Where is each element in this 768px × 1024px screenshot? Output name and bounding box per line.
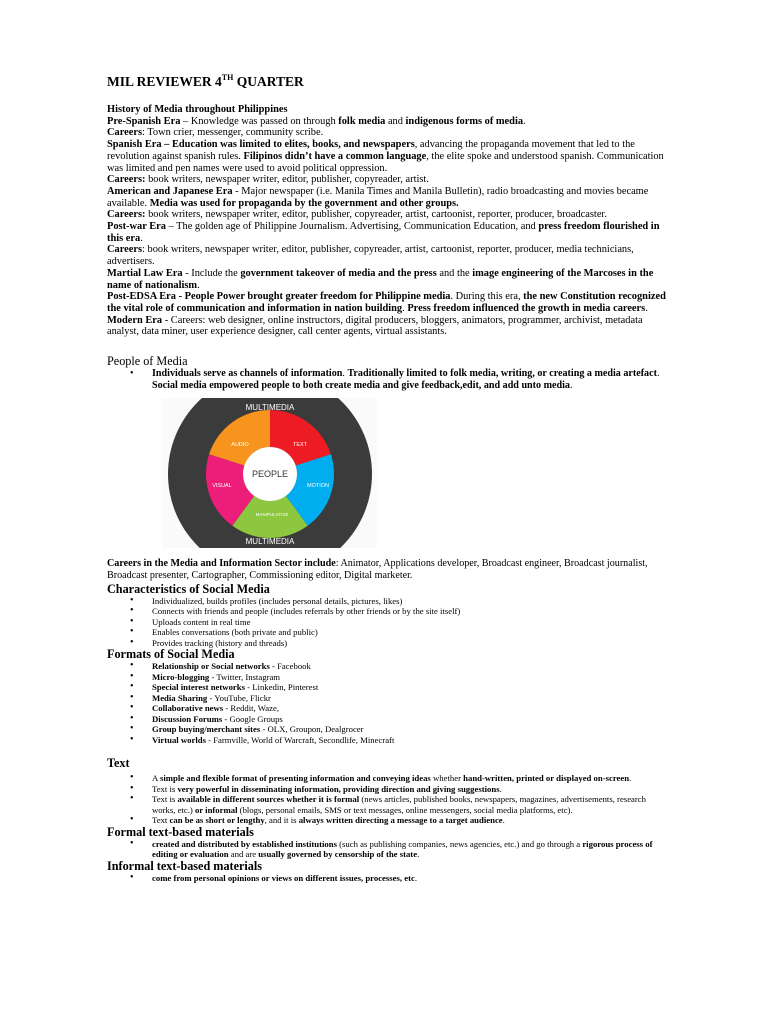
bold-text: Careers in the Media and Information Sector include bbox=[107, 558, 336, 570]
body-text: , advancing the propaganda movement that led to the revolution against spanish rules. bbox=[107, 139, 635, 162]
characteristic-item: • Individualized, builds profiles (includes personal details, pictures, likes) bbox=[152, 596, 667, 607]
formats-item bbox=[152, 672, 667, 683]
body-text: book writers, newspaper writer, editor, publisher, copyreader, artist. bbox=[145, 174, 429, 186]
body-text: , and it is bbox=[264, 815, 299, 826]
era-paragraph bbox=[107, 139, 667, 174]
body-text: Text is bbox=[152, 794, 178, 805]
body-text: - Include the bbox=[182, 267, 241, 279]
bold-text: Social media empowered people to both create media and give feedback,edit, and add unto media bbox=[152, 380, 570, 392]
bold-text: come from personal opinions or views on different issues, processes, etc bbox=[152, 872, 415, 883]
body-text: . bbox=[502, 815, 505, 826]
body-text: . During this era, bbox=[450, 291, 524, 303]
bold-text: simple and flexible format of presenting information and conveying ideas bbox=[159, 773, 431, 784]
bold-text: Traditionally limited to folk media, writing, or creating a media artefact bbox=[347, 368, 657, 380]
body-text: A bbox=[152, 773, 160, 784]
body-text: - Reddit, Waze, bbox=[223, 703, 280, 714]
body-text: Text bbox=[152, 815, 170, 826]
body-text: – Knowledge was passed on through bbox=[180, 115, 339, 127]
characteristic-item: • Enables conversations (both private and public) bbox=[152, 627, 667, 638]
body-text: , the elite spoke and understood spanish. Communication was limited and pen names were used to avoid political oppression. bbox=[107, 150, 664, 174]
informal-heading: Informal text-based materials bbox=[107, 858, 263, 873]
text-items-item bbox=[152, 794, 667, 815]
body-text: : Town crier, messenger, community scribe. bbox=[142, 127, 324, 139]
formal-items-item bbox=[152, 839, 667, 860]
bold-text: can be as short or lengthy bbox=[169, 815, 265, 826]
people-list bbox=[107, 368, 667, 392]
formal-heading: Formal text-based materials bbox=[107, 824, 254, 839]
era-paragraph bbox=[107, 268, 667, 291]
bold-text: hand-written, printed or displayed on-screen bbox=[463, 773, 630, 784]
bold-text: Modern Era bbox=[107, 314, 163, 326]
body-text: book writers, newspaper writer, editor, publisher, copyreader, artist, cartoonist, reporter, producer, broadcaster. bbox=[145, 209, 607, 221]
bold-text: very powerful in disseminating information, providing direction and giving suggestions bbox=[177, 783, 500, 794]
era-paragraph bbox=[107, 174, 667, 186]
era-paragraph bbox=[107, 116, 667, 128]
era-paragraph bbox=[107, 127, 667, 139]
body-text: : book writers, newspaper writer, editor, publisher, copyreader, artist, cartoonist, reporter, producer, media technicians, advertisers. bbox=[107, 244, 634, 268]
body-text: . bbox=[656, 368, 660, 380]
body-text: - Linkedin, Pinterest bbox=[244, 682, 319, 693]
bold-text: Virtual worlds bbox=[152, 734, 206, 745]
bold-text: or informal bbox=[194, 804, 238, 815]
bold-text: government takeover of media and the press bbox=[240, 267, 437, 279]
people-bullet bbox=[152, 368, 667, 392]
formal-list bbox=[107, 839, 667, 860]
bold-text: Collaborative news bbox=[152, 703, 224, 714]
body-text: . bbox=[402, 302, 408, 314]
bold-text: press freedom flourished in this era bbox=[107, 221, 660, 244]
body-text: and the bbox=[436, 267, 473, 279]
bold-text: Filipinos didn’t have a common language bbox=[243, 150, 427, 162]
bold-text: Pre-Spanish Era bbox=[107, 115, 181, 127]
bold-text: Careers: bbox=[107, 174, 146, 186]
multimedia-diagram bbox=[162, 398, 377, 548]
bold-text: Post-war Era bbox=[107, 221, 166, 233]
bold-text: folk media bbox=[338, 115, 386, 127]
body-text: . bbox=[342, 368, 348, 380]
bold-text: Discussion Forums bbox=[152, 713, 223, 724]
multimedia-chart bbox=[162, 398, 377, 548]
center-label: PEOPLE bbox=[251, 469, 289, 480]
bold-text: American and Japanese Era bbox=[107, 185, 233, 197]
formats-item bbox=[152, 724, 667, 735]
document-page bbox=[107, 70, 667, 883]
era-list bbox=[107, 116, 667, 338]
top-label: MULTIMEDIA bbox=[245, 403, 295, 413]
formats-item bbox=[152, 682, 667, 693]
careers-paragraph bbox=[107, 558, 667, 581]
text-items-item bbox=[152, 815, 667, 826]
formats-heading: Formats of Social Media bbox=[107, 647, 235, 662]
formats-list bbox=[107, 661, 667, 745]
label-visual: VISUAL bbox=[212, 483, 232, 490]
body-text: . bbox=[417, 849, 420, 860]
body-text: Text is bbox=[152, 783, 178, 794]
bold-text: rigorous process of editing or evaluation bbox=[152, 838, 653, 860]
bold-text: Individuals serve as channels of information bbox=[152, 368, 343, 380]
formats-item bbox=[152, 693, 667, 704]
formats-item bbox=[152, 703, 667, 714]
body-text: . bbox=[197, 279, 200, 291]
body-text: and are bbox=[228, 849, 259, 860]
body-text: - Careers: web designer, online instructors, digital producers, bloggers, animators, programmer, archivist, metadata analyst, data miner, user experience designer, call center agents, virtual assistants. bbox=[107, 314, 643, 338]
bold-text: image engineering of the Marcoses in the name of nationalism bbox=[107, 267, 654, 291]
bold-text: Spanish Era – Education was limited to elites, books, and newspapers bbox=[107, 139, 415, 151]
body-text: . bbox=[499, 783, 502, 794]
body-text: (news articles, published books, newspapers, magazines, advertisements, research works, etc.) bbox=[152, 794, 646, 815]
body-text: whether bbox=[430, 773, 464, 784]
characteristic-item: • Connects with friends and people (includes referrals by other friends or by the site itself) bbox=[152, 606, 667, 617]
text-items-item bbox=[152, 784, 667, 795]
body-text: - OLX, Groupon, Dealgrocer bbox=[260, 724, 364, 735]
body-text: . bbox=[140, 232, 143, 244]
bottom-label: MULTIMEDIA bbox=[245, 537, 295, 547]
bold-text: Micro-blogging bbox=[152, 671, 210, 682]
bold-text: Post-EDSA Era - People Power brought greater freedom for Philippine media bbox=[107, 291, 451, 303]
text-list bbox=[107, 773, 667, 826]
era-paragraph bbox=[107, 291, 667, 314]
body-text: – The golden age of Philippine Journalism. Advertising, Communication Education, and bbox=[165, 221, 539, 233]
bold-text: Careers bbox=[107, 244, 143, 256]
characteristic-item: • Uploads content in real time bbox=[152, 617, 667, 628]
bold-text: Special interest networks bbox=[152, 682, 245, 693]
bold-text: the new Constitution recognized the vital role of communication and information in nation building bbox=[107, 291, 666, 314]
bold-text: available in different sources whether it is formal bbox=[177, 794, 360, 805]
bold-text: Group buying/merchant sites bbox=[152, 724, 261, 735]
label-manipulative: MANIPULATIVE bbox=[255, 512, 289, 518]
formats-item bbox=[152, 714, 667, 725]
people-heading: People of Media bbox=[107, 354, 188, 369]
label-motion: MOTION bbox=[307, 483, 329, 490]
label-audio: AUDIO bbox=[231, 442, 249, 449]
bold-text: always written directing a message to a target audience bbox=[298, 815, 503, 826]
formats-item bbox=[152, 661, 667, 672]
bold-text: Media Sharing bbox=[152, 692, 208, 703]
bold-text: Martial Law Era bbox=[107, 267, 183, 279]
body-text: - Farmville, World of Warcraft, Secondlife, Minecraft bbox=[205, 734, 395, 745]
history-section bbox=[107, 104, 667, 338]
bold-text: Careers: bbox=[107, 209, 146, 221]
body-text: (blogs, personal emails, SMS or text messages, online messengers, social media platforms, etc). bbox=[237, 804, 573, 815]
text-items-item bbox=[152, 773, 667, 784]
body-text: . bbox=[523, 115, 526, 127]
body-text: . bbox=[645, 302, 648, 314]
body-text: . bbox=[414, 872, 418, 883]
body-text: . bbox=[569, 380, 573, 392]
label-text: TEXT bbox=[292, 442, 308, 449]
history-heading: History of Media throughout Philippines bbox=[107, 104, 288, 115]
body-text: - Major newspaper (i.e. Manila Times and Manila Bulletin), radio broadcasting and movies became available. bbox=[107, 185, 649, 209]
informal-items-item bbox=[152, 873, 667, 884]
bold-text: usually governed by censorship of the state bbox=[258, 849, 418, 860]
formats-item bbox=[152, 735, 667, 746]
page-title: MIL REVIEWER 4TH QUARTER bbox=[107, 73, 304, 89]
era-paragraph bbox=[107, 244, 667, 267]
bold-text: Relationship or Social networks bbox=[152, 661, 270, 672]
era-paragraph bbox=[107, 221, 667, 244]
text-heading: Text bbox=[107, 756, 130, 771]
era-paragraph bbox=[107, 209, 667, 221]
body-text: - Facebook bbox=[269, 661, 311, 672]
body-text: - Twitter, Instagram bbox=[209, 671, 281, 682]
bold-text: created and distributed by established institutions bbox=[152, 838, 337, 849]
body-text: - Google Groups bbox=[222, 713, 283, 724]
era-paragraph bbox=[107, 315, 667, 338]
body-text: - YouTube, Flickr bbox=[207, 692, 271, 703]
body-text: and bbox=[385, 115, 406, 127]
bold-text: Press freedom influenced the growth in media careers bbox=[407, 302, 646, 314]
body-text: . bbox=[629, 773, 632, 784]
informal-list bbox=[107, 873, 667, 884]
characteristics-list bbox=[107, 596, 667, 649]
characteristic-item: • Provides tracking (history and threads) bbox=[152, 638, 667, 649]
era-paragraph bbox=[107, 186, 667, 209]
bold-text: indigenous forms of media bbox=[405, 115, 524, 127]
bold-text: Careers bbox=[107, 127, 143, 139]
characteristics-heading: Characteristics of Social Media bbox=[107, 581, 270, 596]
body-text: (such as publishing companies, news agencies, etc.) and go through a bbox=[336, 838, 583, 849]
body-text: : Animator, Applications developer, Broadcast engineer, Broadcast journalist, Broadcast presenter, Cartographer, Commissioning editor, Digital marketer. bbox=[107, 558, 648, 582]
bold-text: Media was used for propaganda by the government and other groups. bbox=[149, 197, 459, 209]
